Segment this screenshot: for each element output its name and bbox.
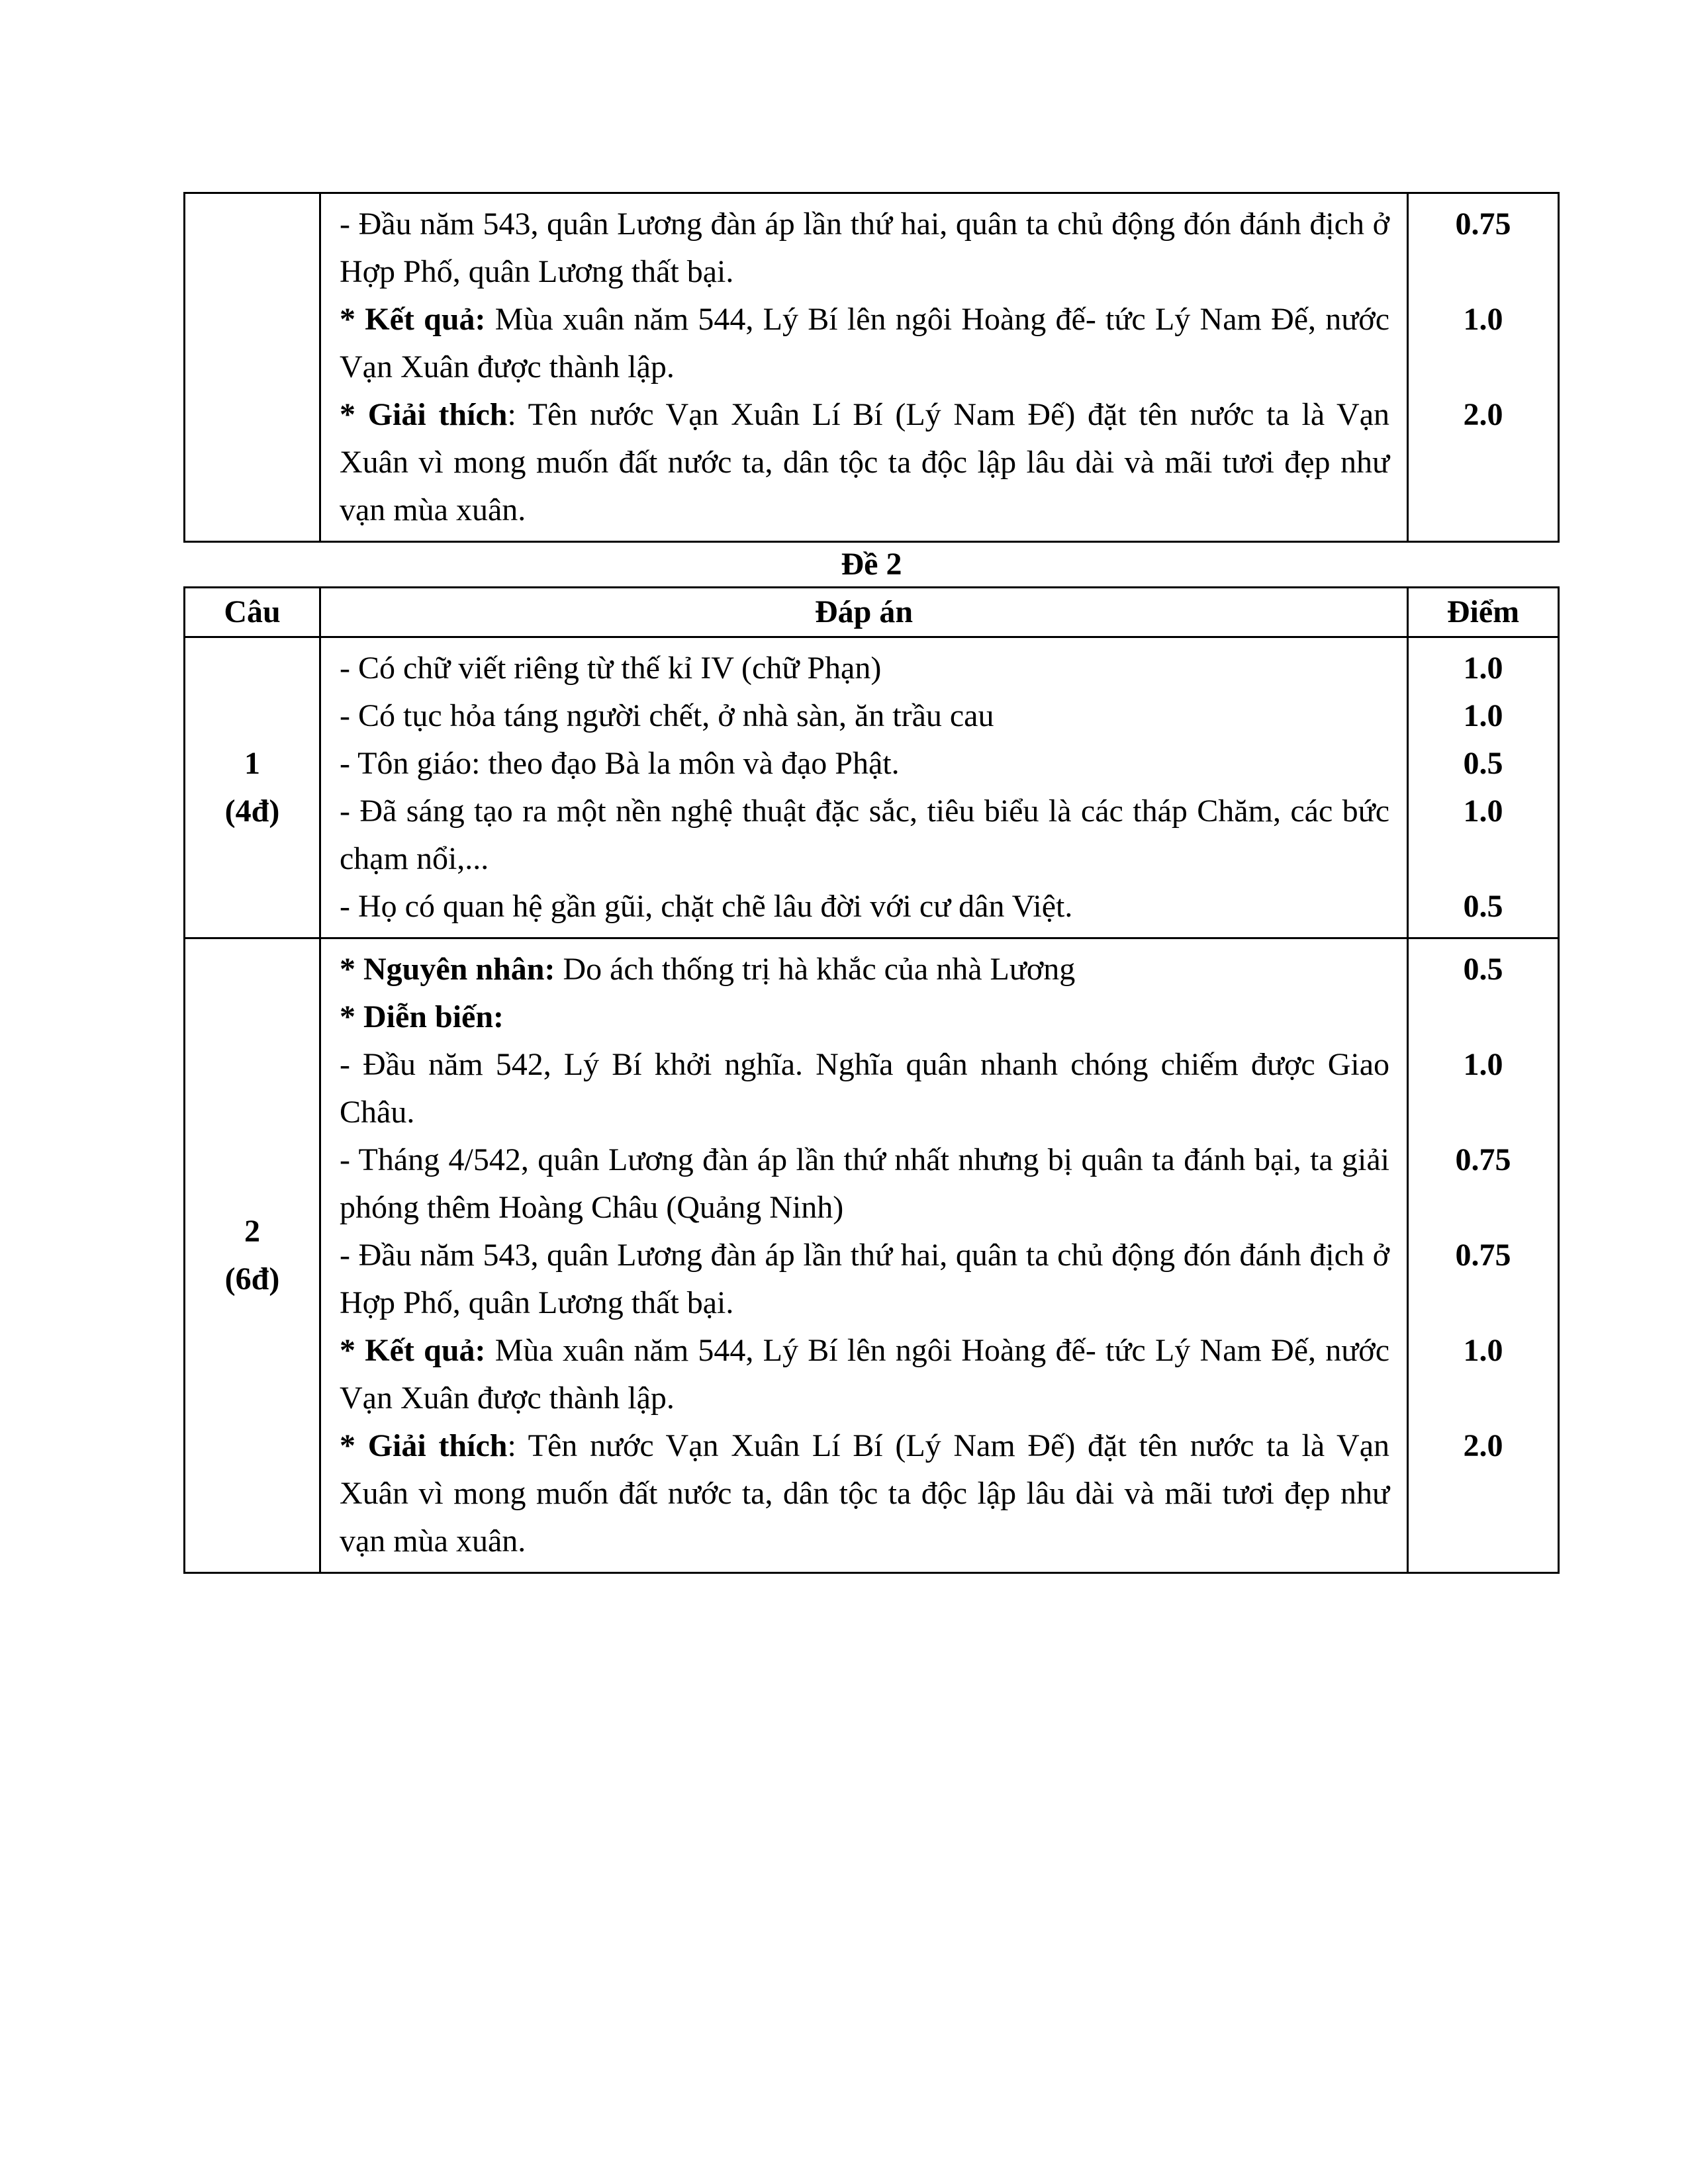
answer-point: 1.0 xyxy=(1407,1041,1558,1136)
answer-point: 0.5 xyxy=(1407,740,1558,788)
answer-point: 1.0 xyxy=(1407,788,1558,883)
header-cau: Câu xyxy=(185,588,321,636)
answer-point: 0.75 xyxy=(1407,1136,1558,1232)
answer-item xyxy=(321,740,1558,788)
answer-item xyxy=(321,939,1558,993)
answer-text-rest: Mùa xuân năm 544, Lý Bí lên ngôi Hoàng đế- tức Lý Nam Đế, nước Vạn Xuân được thành lập. xyxy=(340,1333,1389,1416)
answer-text-bold: * Diễn biến: xyxy=(340,999,504,1034)
answer-point: 0.5 xyxy=(1407,939,1558,993)
answer-text-rest: - Có tục hỏa táng người chết, ở nhà sàn, ăn trầu cau xyxy=(340,698,994,733)
section-heading-de2: Đề 2 xyxy=(841,547,902,582)
question-score: (6đ) xyxy=(224,1261,280,1297)
answer-text-rest: - Có chữ viết riêng từ thế kỉ IV (chữ Phạn) xyxy=(340,651,882,686)
answer-text-rest: : Tên nước Vạn Xuân Lí Bí (Lý Nam Đế) đặt tên nước ta là Vạn Xuân vì mong muốn đất nước ta, dân tộc ta độc lập lâu dài và mãi tươi đẹp như vạn mùa xuân. xyxy=(340,1428,1389,1559)
answer-table-continued xyxy=(183,192,1560,543)
answer-item xyxy=(321,993,1558,1041)
question-number-cell-empty xyxy=(185,194,321,541)
answer-item xyxy=(321,638,1558,692)
answer-text-bold: * Nguyên nhân: xyxy=(340,952,555,987)
answer-text-rest: Do ách thống trị hà khắc của nhà Lương xyxy=(555,952,1076,987)
answer-item xyxy=(321,1136,1558,1232)
header-dapan: Đáp án xyxy=(814,594,914,629)
answer-item xyxy=(321,883,1558,937)
answer-point: 2.0 xyxy=(1407,1422,1558,1572)
answer-text-rest: - Đầu năm 542, Lý Bí khởi nghĩa. Nghĩa quân nhanh chóng chiếm được Giao Châu. xyxy=(340,1047,1389,1130)
answer-point: 1.0 xyxy=(1407,692,1558,740)
answer-text-rest: - Họ có quan hệ gần gũi, chặt chẽ lâu đời với cư dân Việt. xyxy=(340,889,1073,924)
answer-point xyxy=(1407,993,1558,1041)
answer-text xyxy=(321,1136,1407,1232)
answer-point: 1.0 xyxy=(1407,638,1558,692)
answers-cell xyxy=(321,939,1558,1572)
answer-text xyxy=(321,740,1407,788)
answer-text xyxy=(321,638,1407,692)
answer-item xyxy=(321,296,1558,391)
answers-cell xyxy=(321,194,1558,541)
answer-text-rest: Mùa xuân năm 544, Lý Bí lên ngôi Hoàng đế- tức Lý Nam Đế, nước Vạn Xuân được thành lập. xyxy=(340,302,1389,385)
answer-point: 1.0 xyxy=(1407,1327,1558,1422)
answer-text xyxy=(321,993,1407,1041)
answer-text xyxy=(321,1422,1407,1572)
answer-text xyxy=(321,939,1407,993)
header-diem: Điểm xyxy=(1407,588,1558,636)
answer-text xyxy=(321,883,1407,937)
answer-text-rest: - Đầu năm 543, quân Lương đàn áp lần thứ hai, quân ta chủ động đón đánh địch ở Hợp Phố, quân Lương thất bại. xyxy=(340,206,1389,289)
question-number: 1 xyxy=(244,746,260,781)
answer-item xyxy=(321,1041,1558,1136)
answer-table-de2 xyxy=(183,586,1560,1574)
question-number-cell xyxy=(185,638,321,937)
answer-point: 0.75 xyxy=(1407,1232,1558,1327)
table-row xyxy=(185,194,1558,541)
answer-text xyxy=(321,194,1407,296)
answer-point: 2.0 xyxy=(1407,391,1558,541)
answer-text xyxy=(321,1232,1407,1327)
answer-item xyxy=(321,1232,1558,1327)
answer-item xyxy=(321,1327,1558,1422)
answer-text-rest: - Đầu năm 543, quân Lương đàn áp lần thứ hai, quân ta chủ động đón đánh địch ở Hợp Phố, quân Lương thất bại. xyxy=(340,1238,1389,1320)
answer-item xyxy=(321,692,1558,740)
answer-text-rest: - Đã sáng tạo ra một nền nghệ thuật đặc sắc, tiêu biểu là các tháp Chăm, các bức chạm nổi,... xyxy=(340,794,1389,876)
answer-item xyxy=(321,788,1558,883)
answer-text-bold: * Giải thích xyxy=(340,397,508,432)
table-header-row xyxy=(185,588,1558,636)
answer-text-rest: - Tháng 4/542, quân Lương đàn áp lần thứ nhất nhưng bị quân ta đánh bại, ta giải phóng thêm Hoàng Châu (Quảng Ninh) xyxy=(340,1142,1389,1225)
answer-item xyxy=(321,194,1558,296)
answer-point: 0.75 xyxy=(1407,194,1558,296)
table-row-question-2 xyxy=(185,937,1558,1572)
question-number: 2 xyxy=(244,1214,260,1249)
answer-text xyxy=(321,1327,1407,1422)
answer-text xyxy=(321,788,1407,883)
answer-item xyxy=(321,1422,1558,1572)
answer-text-bold: * Giải thích xyxy=(340,1428,508,1463)
answer-text-bold: * Kết quả: xyxy=(340,1333,486,1368)
answer-text xyxy=(321,391,1407,541)
answer-item xyxy=(321,391,1558,541)
answers-cell xyxy=(321,638,1558,937)
answer-text xyxy=(321,692,1407,740)
answer-point: 1.0 xyxy=(1407,296,1558,391)
answer-text xyxy=(321,296,1407,391)
answer-text-bold: * Kết quả: xyxy=(340,302,486,337)
answer-text-rest: - Tôn giáo: theo đạo Bà la môn và đạo Phật. xyxy=(340,746,900,781)
answer-point: 0.5 xyxy=(1407,883,1558,937)
answer-text-rest: : Tên nước Vạn Xuân Lí Bí (Lý Nam Đế) đặt tên nước ta là Vạn Xuân vì mong muốn đất nước ta, dân tộc ta độc lập lâu dài và mãi tươi đẹp như vạn mùa xuân. xyxy=(340,397,1389,527)
answer-text xyxy=(321,1041,1407,1136)
table-row-question-1 xyxy=(185,636,1558,937)
question-number-cell xyxy=(185,939,321,1572)
question-score: (4đ) xyxy=(224,794,280,829)
